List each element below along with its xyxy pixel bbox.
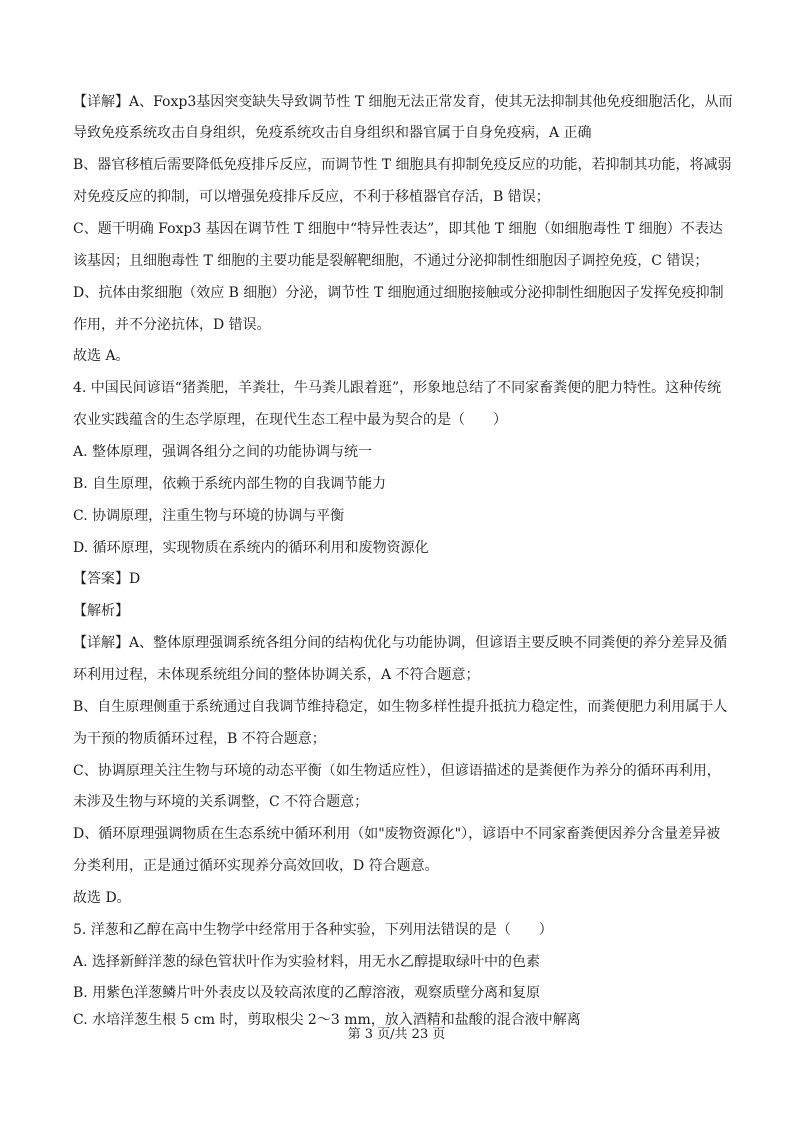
text-line: 对免疫反应的抑制，可以增强免疫排斥反应，不利于移植器官存活，B 错误； xyxy=(73,189,550,205)
option-c: C. 协调原理，注重生物与环境的协调与平衡 xyxy=(73,508,345,524)
answer-conclusion: 故选 A。 xyxy=(73,348,130,364)
text-line: C、题干明确 Foxp3 基因在调节性 T 细胞中“特异性表达”，即其他 T 细胞（如细胞毒性 T 细胞）不表达 xyxy=(73,221,723,237)
text-line: D、循环原理强调物质在生态系统中循环利用（如"废物资源化"），谚语中不同家畜粪便因养分含量差异被 xyxy=(73,826,721,842)
text-line: 分类利用，正是通过循环实现养分高效回收，D 符合题意。 xyxy=(73,858,439,874)
option-d: D. 循环原理，实现物质在系统内的循环利用和废物资源化 xyxy=(73,540,429,556)
text-line: 为干预的物质循环过程，B 不符合题意； xyxy=(73,731,326,747)
text-line: B、自生原理侧重于系统通过自我调节维持稳定，如生物多样性提升抵抗力稳定性，而粪便肥力利用属于人 xyxy=(73,699,728,715)
text-line: D、抗体由浆细胞（效应 B 细胞）分泌，调节性 T 细胞通过细胞接触或分泌抑制性细胞因子发挥免疫抑制 xyxy=(73,285,724,301)
text-line: 作用，并不分泌抗体，D 错误。 xyxy=(73,317,271,333)
answer-label: 【答案】D xyxy=(73,571,141,587)
question-5-stem: 5. 洋葱和乙醇在高中生物学中经常用于各种实验，下列用法错误的是（ ） xyxy=(73,922,553,938)
option-c: C. 水培洋葱生根 5 cm 时，剪取根尖 2～3 mm，放入酒精和盐酸的混合液中解离 xyxy=(73,1012,581,1028)
analysis-label: 【解析】 xyxy=(73,603,129,619)
option-a: A. 选择新鲜洋葱的绿色管状叶作为实验材料，用无水乙醇提取绿叶中的色素 xyxy=(73,954,541,970)
answer-conclusion: 故选 D。 xyxy=(73,890,131,906)
text-line: C、协调原理关注生物与环境的动态平衡（如生物适应性），但谚语描述的是粪便作为养分的循环再利用， xyxy=(73,763,721,779)
text-line: 导致免疫系统攻击自身组织，免疫系统攻击自身组织和器官属于自身免疫病，A 正确 xyxy=(73,125,592,141)
question-4-stem: 农业实践蕴含的生态学原理，在现代生态工程中最为契合的是（ ） xyxy=(73,412,507,428)
page-number-footer: 第 3 页/共 23 页 xyxy=(347,1027,446,1042)
text-line: 环利用过程，未体现系统组分间的整体协调关系，A 不符合题意； xyxy=(73,667,480,683)
text-line: B、器官移植后需要降低免疫排斥反应，而调节性 T 细胞具有抑制免疫反应的功能，若抑制其功能，将减弱 xyxy=(73,157,732,173)
text-line: 【详解】A、Foxp3基因突变缺失导致调节性 T 细胞无法正常发育，使其无法抑制其他免疫细胞活化，从而 xyxy=(73,94,733,110)
option-b: B. 自生原理，依赖于系统内部生物的自我调节能力 xyxy=(73,476,387,492)
text-line: 该基因；且细胞毒性 T 细胞的主要功能是裂解靶细胞，不通过分泌抑制性细胞因子调控免疫，C 错误； xyxy=(73,253,709,269)
question-4-stem: 4. 中国民间谚语“猪粪肥，羊粪壮，牛马粪儿跟着逛”，形象地总结了不同家畜粪便的肥力特性。这种传统 xyxy=(73,380,722,396)
text-line: 【详解】A、整体原理强调系统各组分间的结构优化与功能协调，但谚语主要反映不同粪便的养分差异及循 xyxy=(73,635,728,651)
option-b: B. 用紫色洋葱鳞片叶外表皮以及较高浓度的乙醇溶液，观察质壁分离和复原 xyxy=(73,985,541,1001)
option-a: A. 整体原理，强调各组分之间的功能协调与统一 xyxy=(73,444,373,460)
text-line: 未涉及生物与环境的关系调整，C 不符合题意； xyxy=(73,794,369,810)
